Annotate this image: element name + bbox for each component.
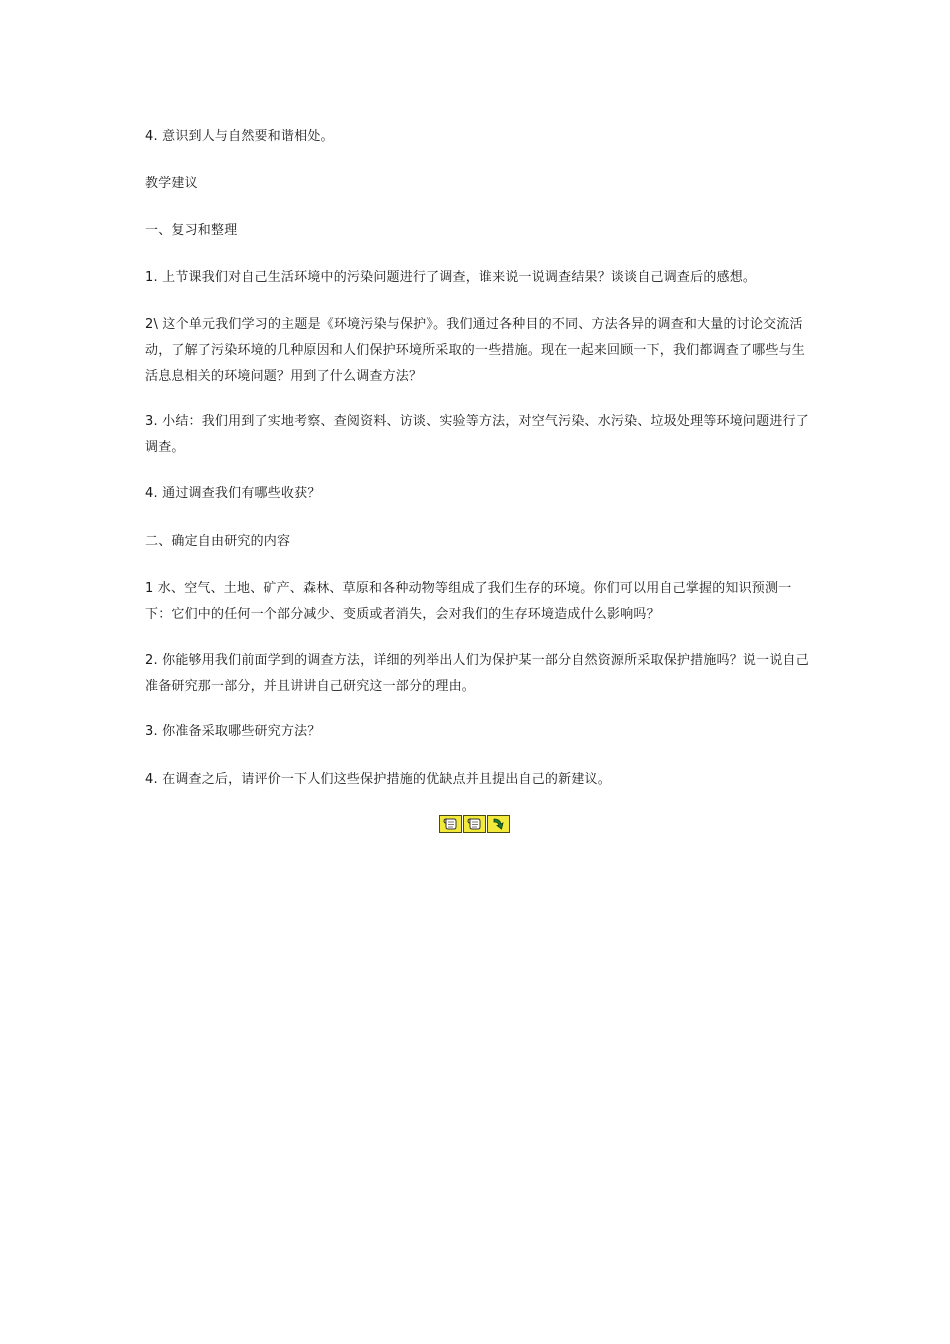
section-1-item-4: 4. 通过调查我们有哪些收获？ (145, 486, 321, 501)
section-1-item-1: 1. 上节课我们对自己生活环境中的污染问题进行了调查，谁来说一说调查结果？谈谈自己调查后的感想。 (145, 270, 757, 285)
heading-teaching-suggestions: 教学建议 (145, 176, 198, 191)
section-2-item-1: 1 水、空气、土地、矿产、森林、草原和各种动物等组成了我们生存的环境。你们可以用自己掌握的知识预测一下：它们中的任何一个部分减少、变质或者消失，会对我们的生存环境造成什么影响吗？ (145, 581, 792, 622)
scroll-icon[interactable] (463, 815, 486, 833)
section-1-item-3: 3. 小结：我们用到了实地考察、查阅资料、访谈、实验等方法，对空气污染、水污染、垃圾处理等环境问题进行了调查。 (145, 414, 809, 455)
section-2-title: 二、确定自由研究的内容 (145, 534, 291, 549)
arrow-icon[interactable] (487, 815, 510, 833)
section-1-title: 一、复习和整理 (145, 223, 238, 238)
section-2-item-3: 3. 你准备采取哪些研究方法？ (145, 724, 321, 739)
section-2-item-2: 2. 你能够用我们前面学到的调查方法，详细的列举出人们为保护某一部分自然资源所采取保护措施吗？说一说自己准备研究那一部分，并且讲讲自己研究这一部分的理由。 (145, 653, 809, 694)
section-2-item-4: 4. 在调查之后，请评价一下人们这些保护措施的优缺点并且提出自己的新建议。 (145, 772, 611, 787)
scroll-icon[interactable] (439, 815, 462, 833)
section-1-item-2: 2\ 这个单元我们学习的主题是《环境污染与保护》。我们通过各种目的不同、方法各异的调查和大量的讨论交流活动，了解了污染环境的几种原因和人们保护环境所采取的一些措施。现在一起来回顾一下，我们都调查了哪些与生活息息相关的环境问题？用到了什么调查方法？ (145, 317, 806, 384)
nav-icon-bar (439, 815, 510, 833)
objective-item-4: 4. 意识到人与自然要和谐相处。 (145, 129, 334, 144)
